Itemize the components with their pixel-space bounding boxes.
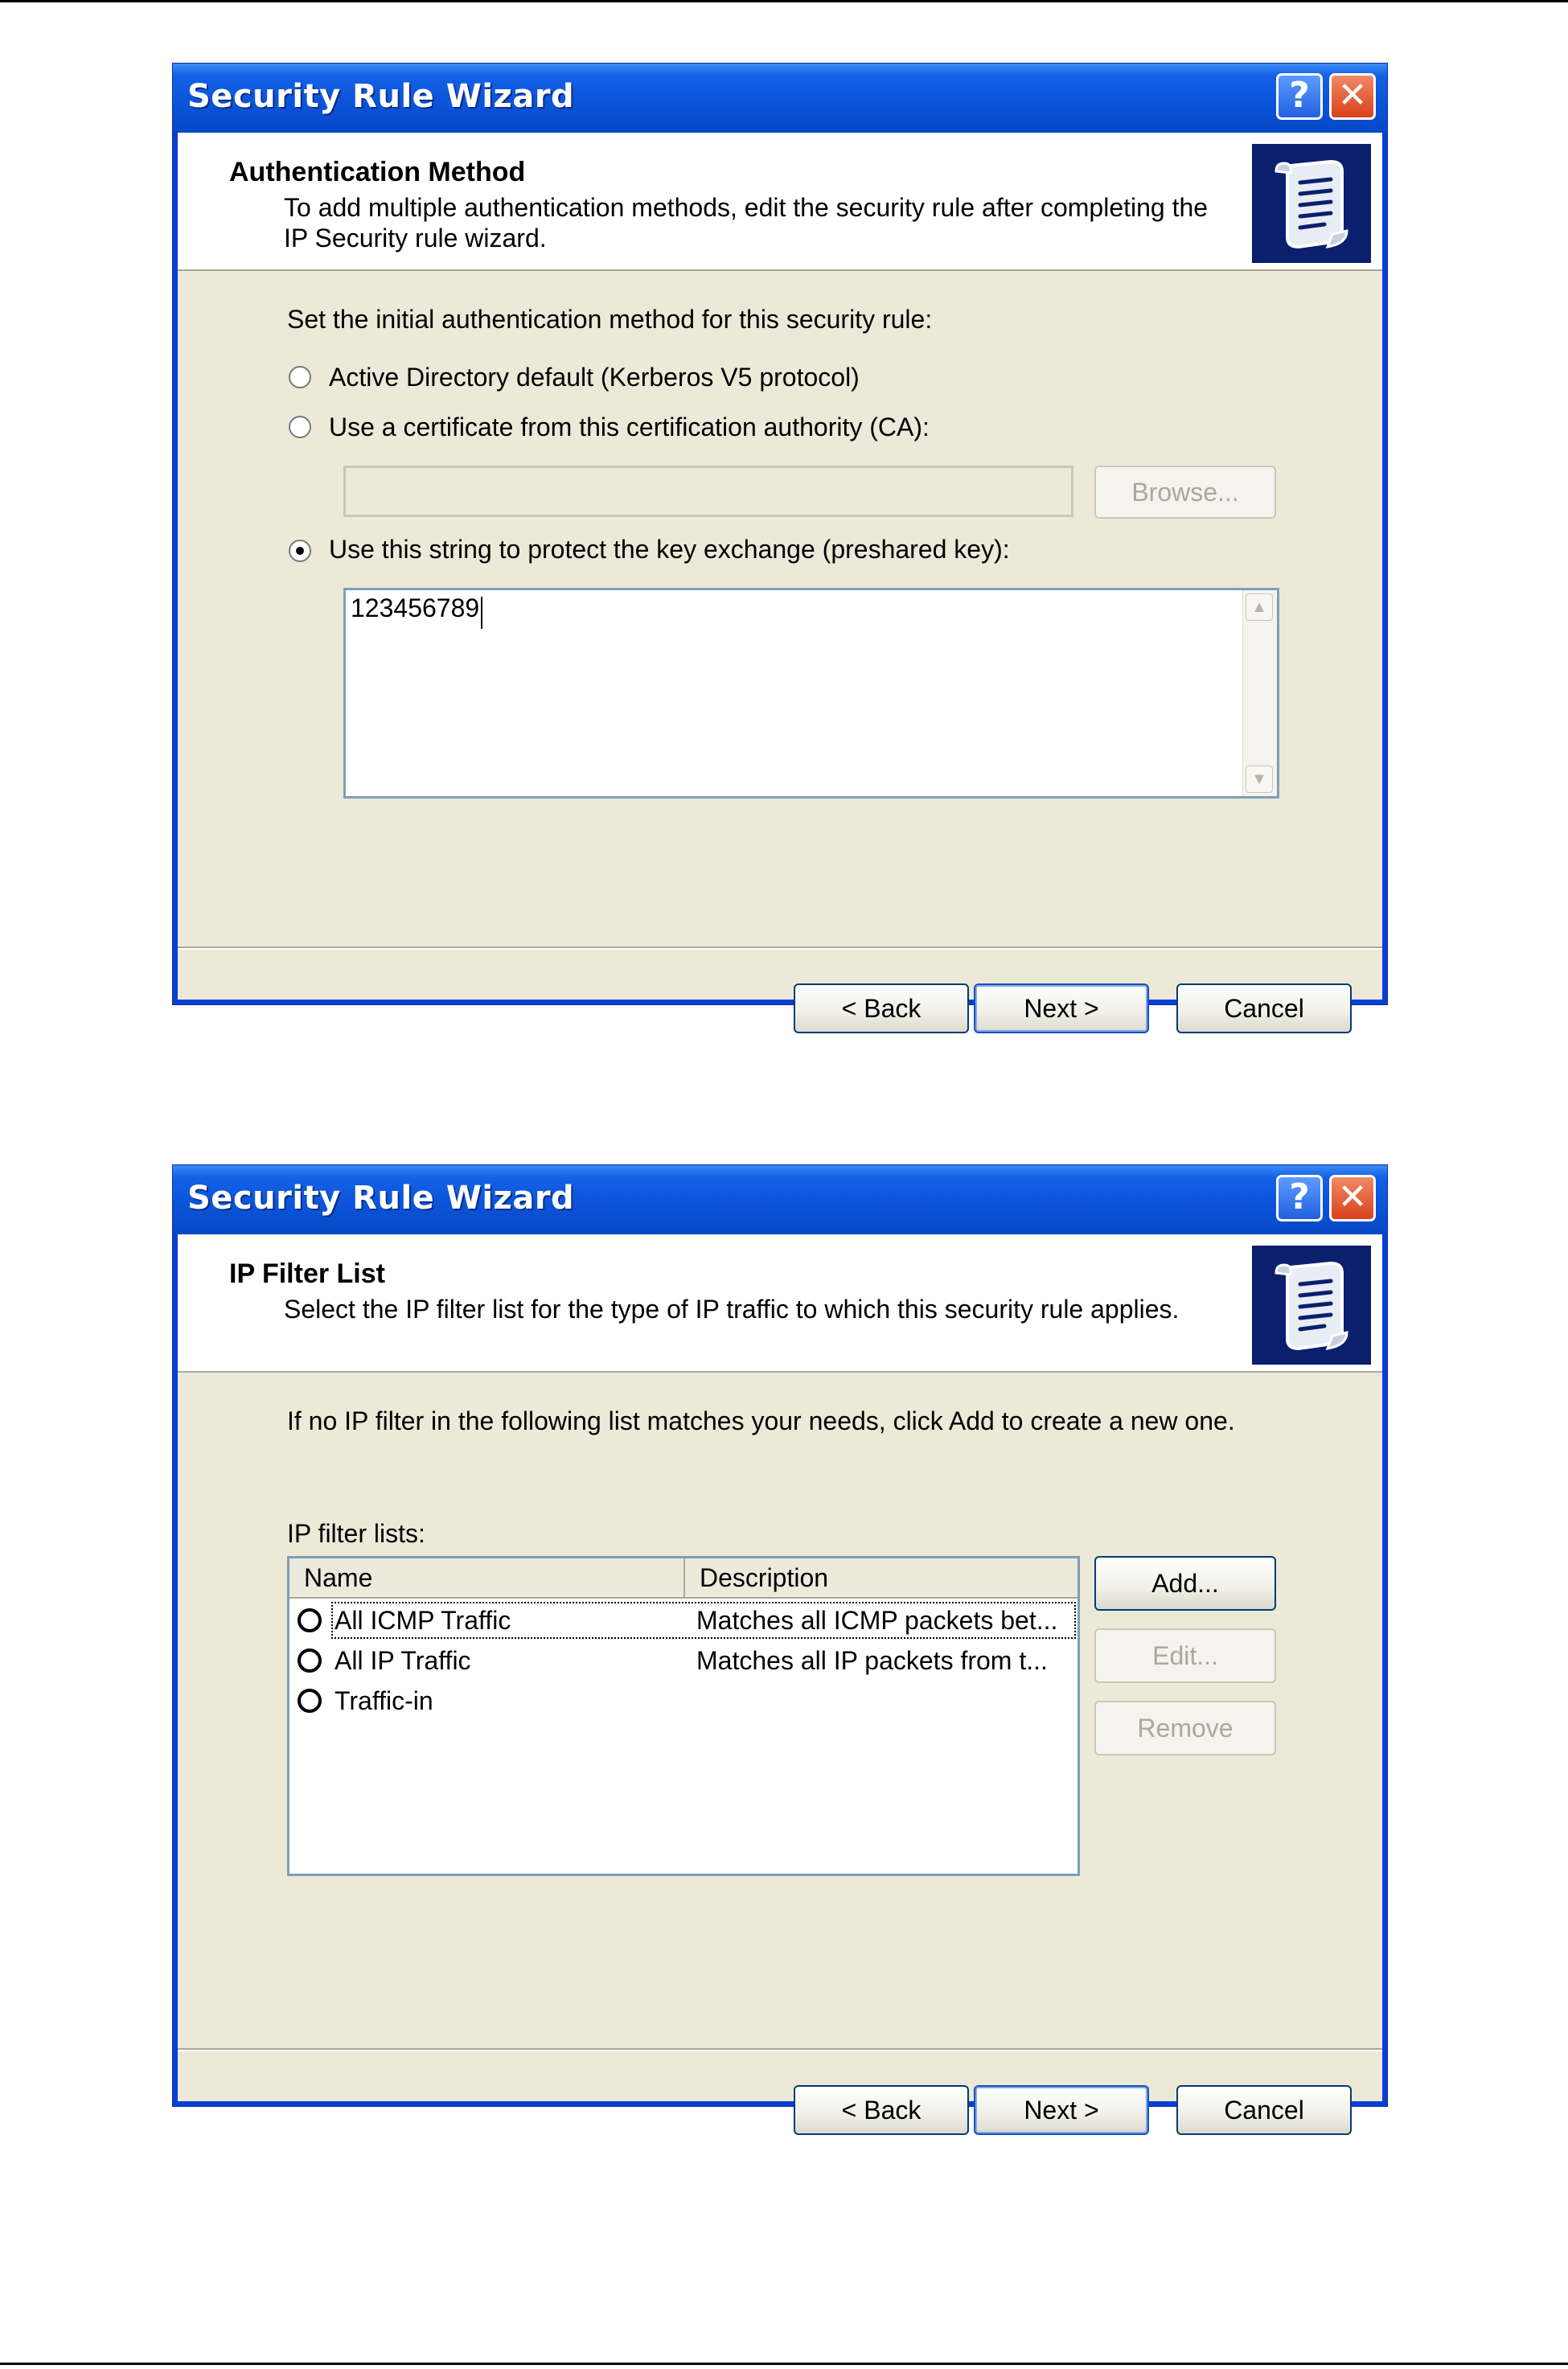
row-radio[interactable] (298, 1648, 322, 1673)
next-button[interactable]: Next > (974, 2085, 1149, 2135)
column-name[interactable]: Name (304, 1563, 373, 1592)
radio-certificate[interactable] (289, 416, 311, 438)
row-radio[interactable] (298, 1608, 322, 1632)
cancel-button[interactable]: Cancel (1176, 983, 1352, 1033)
close-button[interactable]: ✕ (1329, 73, 1376, 120)
column-description[interactable]: Description (683, 1558, 1077, 1597)
scroll-down-icon[interactable]: ▼ (1246, 766, 1273, 793)
ip-filter-dialog (172, 1164, 1388, 2125)
wizard-header (178, 1234, 1382, 1373)
filter-list-label: IP filter lists: (287, 1519, 425, 1548)
preshared-key-value: 123456789 (351, 593, 480, 622)
scroll-icon (1252, 1246, 1371, 1365)
certificate-field (343, 466, 1073, 517)
list-item[interactable] (289, 1681, 1077, 1721)
wizard-header (178, 133, 1382, 271)
ip-filter-list[interactable] (287, 1556, 1080, 1876)
page-title: IP Filter List (229, 1258, 385, 1289)
add-button[interactable]: Add... (1094, 1556, 1276, 1611)
row-name: Traffic-in (335, 1686, 433, 1715)
list-item[interactable] (289, 1600, 1077, 1640)
text-caret (481, 597, 482, 629)
filter-prompt: If no IP filter in the following list matches your needs, click Add to create a new one. (287, 1406, 1235, 1435)
title-bar[interactable] (173, 64, 1387, 133)
help-button[interactable]: ? (1276, 73, 1323, 120)
page-title: Authentication Method (229, 157, 526, 187)
label-certificate[interactable]: Use a certificate from this certification authority (CA): (329, 413, 930, 441)
page-subtitle: Select the IP filter list for the type of IP traffic to which this security rule applies. (284, 1295, 1180, 1324)
row-description: Matches all IP packets from t... (696, 1646, 1048, 1675)
label-preshared[interactable]: Use this string to protect the key exchange (preshared key): (329, 535, 1010, 564)
browse-button[interactable]: Browse... (1094, 466, 1276, 519)
remove-button[interactable]: Remove (1094, 1701, 1276, 1755)
auth-method-dialog (172, 63, 1388, 1023)
row-name: All IP Traffic (335, 1646, 471, 1675)
next-button[interactable]: Next > (974, 983, 1149, 1033)
title-bar[interactable] (173, 1165, 1387, 1234)
window-title: Security Rule Wizard (187, 78, 575, 115)
key-scrollbar[interactable] (1242, 590, 1277, 796)
dialog-client (178, 1234, 1382, 2125)
preshared-key-input[interactable] (343, 588, 1279, 799)
row-description: Matches all ICMP packets bet... (696, 1606, 1058, 1635)
footer-separator (178, 2048, 1382, 2051)
back-button[interactable]: < Back (794, 2085, 969, 2135)
bottom-rule (0, 2363, 1568, 2365)
scroll-icon (1252, 144, 1371, 263)
help-button[interactable]: ? (1276, 1175, 1323, 1221)
footer-separator (178, 946, 1382, 950)
top-rule (0, 0, 1568, 2)
label-kerberos[interactable]: Active Directory default (Kerberos V5 protocol) (329, 363, 860, 392)
list-header (289, 1558, 1077, 1599)
edit-button[interactable]: Edit... (1094, 1628, 1276, 1683)
auth-prompt: Set the initial authentication method for this security rule: (287, 305, 933, 334)
cancel-button[interactable]: Cancel (1176, 2085, 1352, 2135)
close-button[interactable]: ✕ (1329, 1175, 1376, 1221)
row-name: All ICMP Traffic (335, 1606, 511, 1635)
dialog-client (178, 133, 1382, 1023)
focus-rectangle (331, 1602, 1076, 1639)
back-button[interactable]: < Back (794, 983, 969, 1033)
list-item[interactable] (289, 1640, 1077, 1681)
page-subtitle: To add multiple authentication methods, edit the security rule after completing the IP Security rule wizard. (284, 193, 1209, 253)
radio-kerberos[interactable] (289, 366, 311, 388)
row-radio[interactable] (298, 1689, 322, 1713)
radio-preshared[interactable] (289, 540, 311, 562)
scroll-up-icon[interactable]: ▲ (1246, 593, 1273, 621)
window-title: Security Rule Wizard (187, 1180, 575, 1217)
